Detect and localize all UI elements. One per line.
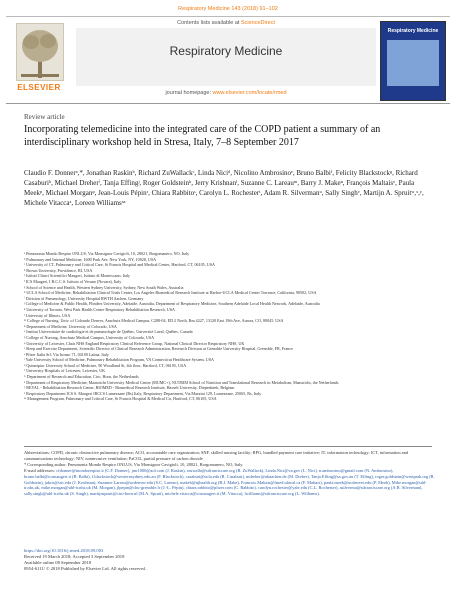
affiliation-item: ᵘ Quinnipiac University School of Medicine, 90 Woodland St, 4th floor, Hartford, CT, 06105, USA <box>24 362 187 368</box>
affiliation-item: ᶻ Respiratory Department ICS S. Maugeri IRCCS Lumezzane (Bs) Italy, Respiratory Department, Via Mazzini 129, Lumezzane, 25065, Bs, Italy <box>24 390 262 396</box>
email-addresses <box>24 468 436 498</box>
tree-logo-icon <box>16 23 64 81</box>
sciencedirect-link[interactable]: ScienceDirect <box>240 20 275 26</box>
journal-cover-image[interactable] <box>380 21 446 101</box>
affiliation-item: ʸ REVAL - Rehabilitation Research Center, BIOMED - Biomedical Research Institute, Hasselt University, Diepenbeek, Belgium <box>24 385 235 391</box>
affiliation-item: ᵛ University Hospitals of Leicester, Leicester, UK <box>24 368 106 374</box>
article-title: Incorporating telemedicine into the integrated care of the COPD patient a summary of an interdisciplinary workshop held in Stresa, Italy, 7–8 September 2017 <box>24 124 381 148</box>
contents-line <box>76 20 376 26</box>
affiliation-item: ᵃ Pneumonia Mondo Respiro ONLUS, Via Monsignor Cavigioli, 10, 28021, Borgomanero, NO, Italy <box>24 251 190 256</box>
footnotes <box>24 450 436 497</box>
doi-link[interactable]: https://doi.org/10.1016/j.rmed.2018.09.003 <box>24 548 104 553</box>
affiliation-item: ᵗ Yale University School of Medicine, Pulmonary Rehabilitation Program, VA Connecticut Healthcare System, USA <box>24 357 214 363</box>
author-list[interactable]: Claudio F. Donnerᵃ,*, Jonathan Raskinᵇ, Richard ZuWallackᶜ, Linda Niciᵈ, Nicolino Ambrosinoᵉ, Bruno Balbiᶠ, Felicity Blackstockᵍ, Richard Casaburiʰ, Michael Dreherⁱ, Tanja Effingʲ, Roger Goldsteinᵏ, Jerry Krishnanˡ, Suzanne C. Lareauᵐ, Barry J. Makeⁿ, François Maltaisᵒ, Paula Meekᵖ, Michael Morganᵠ, Jean-Louis Pépinʳ, Chiara Rabbitoˢ, Carolyn L. Rochesterᵗ, Adam R. Silvermanᵘ, Sally Singhᵛ, Martijn A. Spruitʷ,ˣ,ʸ, Michele Vitaccaᶻ, Loreen Williamsᵃᵃ <box>24 169 424 207</box>
affiliation-item: ᵃᵃ Management Program, Pulmonary and Critical Care, St Francis Hospital & Medical Ctr, Hartford, CT, 06105, USA <box>24 396 217 402</box>
affiliation-item: ʰ UCLA School of Medicine, Rehabilitation Clinical Trials Center, Los Angeles Biomedical Research Institute at Harbor-UCLA Medical Center Torrance, California, 90502, USA <box>24 290 317 296</box>
available-online: Available online 08 September 2018 <box>24 560 92 565</box>
copyright-line: 0954-6111/ © 2018 Published by Elsevier Ltd. All rights reserved. <box>24 566 146 571</box>
affiliation-item: ˢ Pfizer Italia Srl, Via Isonzo 71, 04100 Latina, Italy <box>24 351 109 357</box>
affiliation-item: ʲ College of Medicine & Public Health, Flinders University, Adelaide, Australia, Department of Respiratory Medicine, Southern Adelaide Local Health Network, Adelaide, Australia <box>24 301 320 307</box>
received-accepted: Received 19 March 2018; Accepted 3 September 2018 <box>24 554 125 559</box>
publisher-name: ELSEVIER <box>17 83 61 92</box>
affiliation-item: ᵒ Institut Universitaire de cardiologie et de pneumologie de Québec, Université Laval, Québec, Canada <box>24 329 193 335</box>
affiliation-list <box>24 251 436 402</box>
affiliation-item: ᵍ School of Science and Health, Western Sydney University, Sydney, New South Wales, Australia <box>24 284 184 290</box>
affiliation-item: ᵈ Brown University, Providence, RI, USA <box>24 267 93 273</box>
affiliation-item: ʷ Department of Research and Education, Ciro, Horn, the Netherlands <box>24 374 139 380</box>
journal-banner <box>76 17 376 103</box>
affiliation-item: ˡ University of Illinois, USA <box>24 312 71 318</box>
journal-citation[interactable]: Respiratory Medicine 143 (2018) 91–102 <box>178 6 278 12</box>
footnote-divider <box>24 446 432 447</box>
corresponding-author-note: * Corresponding author. Pneumonia Mondo Respiro ONLUS, Via Monsignor Cavigioli, 10, 28021, Borgomanero, NO, Italy. <box>24 461 244 467</box>
abbreviations-note: Abbreviations: COPD, chronic obstructive pulmonary disease; ACO, accountable care organization; SNF, skilled nursing facility; RPG, bundled payment care initiative; IT, information technology; ICT, information and communications technology; NIV, noninvasive ventilation; PaCO2, partial pressure of carbon dioxide <box>24 450 408 461</box>
journal-header <box>6 16 450 104</box>
article-history <box>24 548 436 572</box>
affiliation-item: ⁿ Department of Medicine, University of Colorado, USA <box>24 323 117 329</box>
email-label: E-mail addresses: <box>24 467 56 473</box>
affiliation-item: ᵏ University of Toronto, West Park Health Centre Respiratory Rehabilitation Research, USA <box>24 306 175 312</box>
homepage-prefix: journal homepage: <box>165 90 213 96</box>
affiliation-item: ᵇ Pulmonary and Internal Medicine, 1600 Park Ave, New York, NY, 10028, USA <box>24 256 157 262</box>
affiliation-item: ⁱ Division of Pneumology, University Hospital RWTH Aachen, Germany <box>24 295 144 301</box>
homepage-link[interactable]: www.elsevier.com/locate/rmed <box>212 90 287 96</box>
elsevier-logo[interactable] <box>8 21 70 93</box>
article-type: Review article <box>24 113 65 121</box>
affiliation-item: ᵐ College of Nursing, Univ. of Colorado Denver, Anschutz Medical Campus, C288-04, ED 2 North, Rm 4227, 13120 East 19th Ave, Aurora, CO, 80045, USA <box>24 318 284 324</box>
cover-title: Respiratory Medicine <box>387 28 439 34</box>
affiliation-item: ᵠ University of Leicester, Chair NHS England Respiratory Clinical Reference Group, National Clinical Director Respiratory NHS, UK <box>24 340 245 346</box>
affiliation-item: ᵖ College of Nursing, Anschutz Medical Campus, University of Colorado, USA <box>24 334 155 340</box>
affiliation-item: ᶠ ICS Maugeri, I.R.C.C.S. Istituto of Veruno (Novara), Italy <box>24 278 122 284</box>
contents-prefix: Contents lists available at <box>177 20 241 26</box>
affiliation-item: ᶜ University of CT, Pulmonary and Critical Care, St Francis Hospital and Medical Center, Hartford, CT, 06105, USA <box>24 262 215 268</box>
affiliation-item: ᵉ Istituti Clinici Scientifici Maugeri, Istituto di Montescano, Italy <box>24 273 131 279</box>
homepage-line <box>76 90 376 96</box>
affiliation-item: ˣ Department of Respiratory Medicine, Maastricht University Medical Centre (MUMC+), NUTRIM School of Nutrition and Translational Research in Metabolism, Maastricht, the Netherlands <box>24 379 339 385</box>
affiliation-item: ʳ Sleep and Exercise Department, Scientific Director of Clinical Research Administration, Research Division at Grenoble University Hospital, Grenoble, FR, France <box>24 346 293 352</box>
cover-artwork <box>387 40 439 86</box>
email-links[interactable]: cfdonner@mondorespiro.it (C.F. Donner), jmr1000@aol.com (J. Raskin), rzuwalla@stfranciscare.org (R. ZuWallack), Linda.Nici@va.gov (L. Nici), n.ambrosino@gmail.com (N. Ambrosino), bruno.balbi@icsmaugeri.it (B. Balbi), f.blackstock@westernsydney.edu.au (F. Blackstock), casaburi@ucla.edu (R. Casaburi), mdreher@ukaachen.de (M. Dreher), Tanja.Effing@sa.gov.au (T. Effing), roger.goldstein@westpark.org (R. Goldstein), jakris@uic.edu (J. Krishnan), Suzanne.Lareau@ucdenver.edu (S.C. Lareau), makeb@njhealth.org (B.J. Make), Francois.Maltais@fmed.ulaval.ca (F. Maltais), paula.meek@ucdenver.edu (P. Meek), Mike.morgan@uhl-tr.nhs.uk, mike.morgan@uhl-tr.nhs.uk (M. Morgan), jlpepin@chu-grenoble.fr (J.-L. Pépin), chiara.rabbito@pfizer.com (C. Rabbito), carolyn.rochester@yale.edu (C.L. Rochester), asilverma@stfranciscare.org (A.R. Silverman), sally.singh@uhl-tr.nhs.uk (S. Singh), martijnspruit@ciro-horn.nl (M.A. Spruit), michele.vitacca@icsmaugeri.it (M. Vitacca), lwilliams@stfranciscare.org (L. Williams). <box>24 467 435 497</box>
journal-title: Respiratory Medicine <box>169 44 283 58</box>
